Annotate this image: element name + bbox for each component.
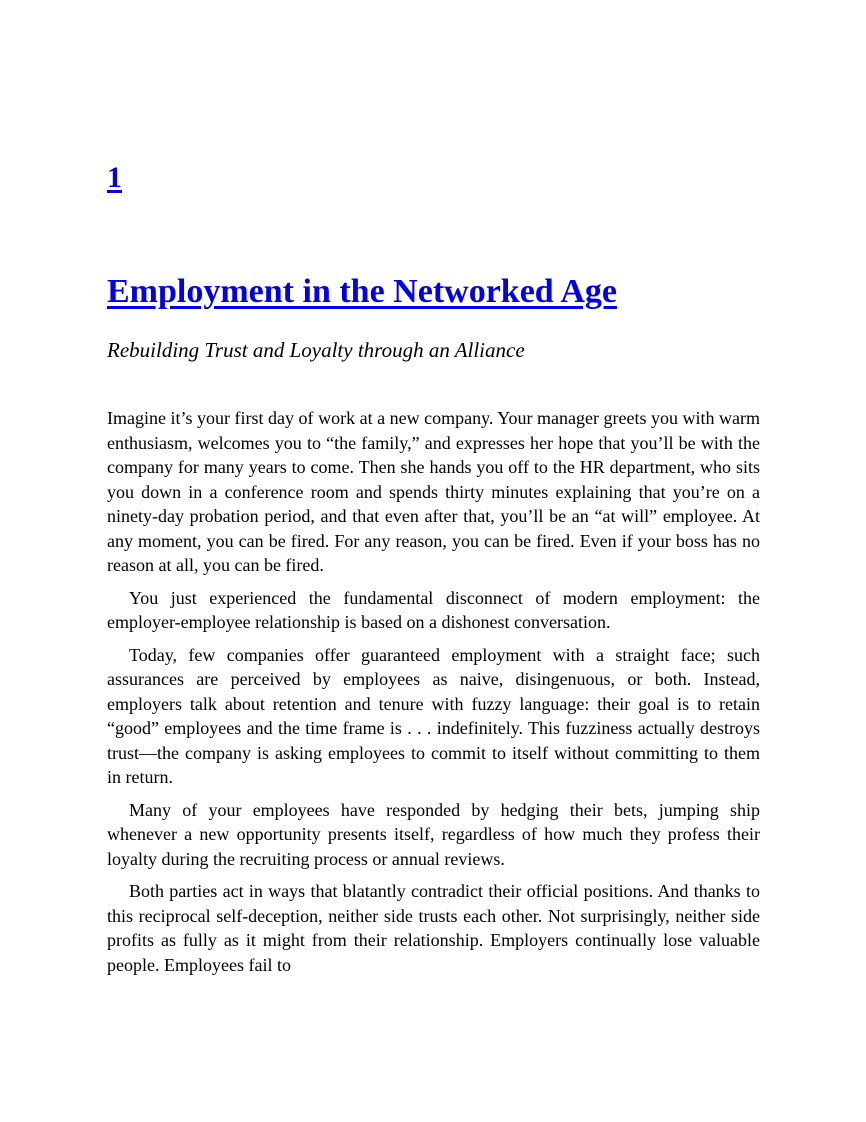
- chapter-title-link[interactable]: Employment in the Networked Age: [107, 273, 617, 310]
- chapter-number-link[interactable]: 1: [107, 161, 122, 194]
- body-paragraph: Today, few companies offer guaranteed employment with a straight face; such assurances are perceived by employees as naive, disingenuous, or both. Instead, employers talk about retention and tenure with fuzzy language: their goal is to retain “good” employees and the time frame is . . . indefinitely. This fuzziness actually destroys trust—the company is asking employees to commit to itself without committing to them in return.: [107, 644, 760, 788]
- body-paragraph: Many of your employees have responded by hedging their bets, jumping ship whenever a new opportunity presents itself, regardless of how much they profess their loyalty during the recruiting process or annual reviews.: [107, 799, 760, 869]
- body-paragraph: Imagine it’s your first day of work at a new company. Your manager greets you with warm enthusiasm, welcomes you to “the family,” and expresses her hope that you’ll be with the company for many years to come. Then she hands you off to the HR department, who sits you down in a conference room and spends thirty minutes explaining that you’re on a ninety-day probation period, and that even after that, you’ll be an “at will” employee. At any moment, you can be fired. For any reason, you can be fired. Even if your boss has no reason at all, you can be fired.: [107, 408, 760, 576]
- body-paragraph: You just experienced the fundamental disconnect of modern employment: the employer-employee relationship is based on a dishonest conversation.: [107, 587, 760, 633]
- chapter-subtitle: Rebuilding Trust and Loyalty through an Alliance: [107, 337, 525, 362]
- chapter-number-row: [107, 160, 760, 196]
- body-text-block: [107, 406, 760, 977]
- body-paragraph: Both parties act in ways that blatantly contradict their official positions. And thanks to this reciprocal self-deception, neither side trusts each other. Not surprisingly, neither side profits as fully as it might from their relationship. Employers continually lose valuable people. Employees fail to: [107, 881, 760, 975]
